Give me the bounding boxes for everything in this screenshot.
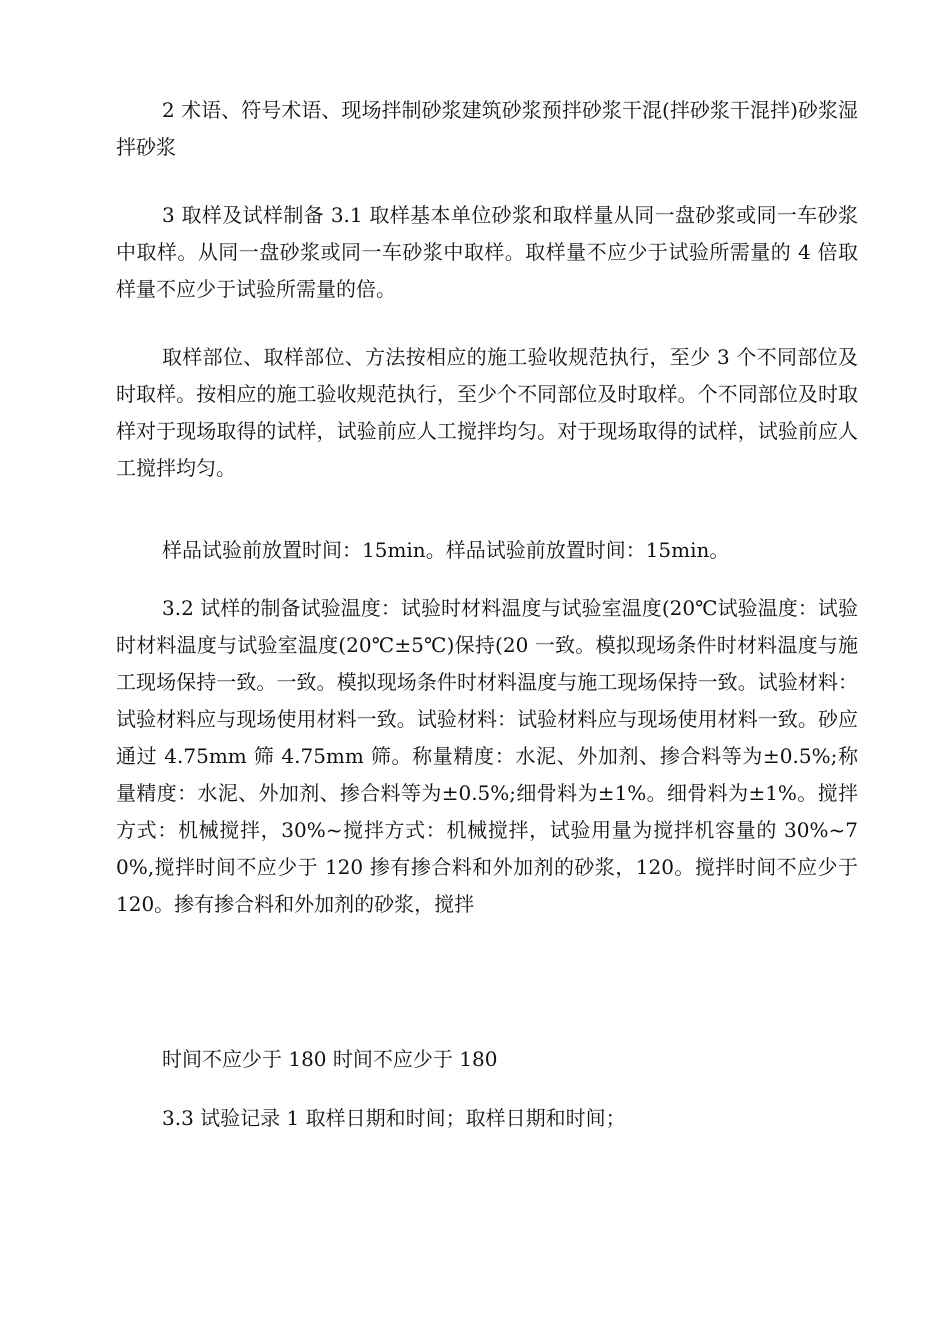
paragraph-placement-time: 样品试验前放置时间：15min。样品试验前放置时间：15min。 [162, 538, 730, 562]
paragraph-sampling-quantity: 3 取样及试样制备 3.1 取样基本单位砂浆和取样量从同一盘砂浆或同一车砂浆中取样。从同一盘砂浆或同一车砂浆中取样。取样量不应少于试验所需量的 4 倍取样量不应少于试验所需量的倍。 [116, 203, 858, 301]
paragraph-terms: 2 术语、符号术语、现场拌制砂浆建筑砂浆预拌砂浆干混(拌砂浆干混拌)砂浆湿拌砂浆 [116, 98, 858, 159]
paragraph-sampling-location: 取样部位、取样部位、方法按相应的施工验收规范执行，至少 3 个不同部位及时取样。按相应的施工验收规范执行，至少个不同部位及时取样。个不同部位及时取样对于现场取得的试样，试验前应人工搅拌均匀。对于现场取得的试样，试验前应人工搅拌均匀。 [116, 345, 858, 480]
paragraph-specimen-preparation: 3.2 试样的制备试验温度：试验时材料温度与试验室温度(20℃试验温度：试验时材料温度与试验室温度(20℃±5℃)保持(20 一致。模拟现场条件时材料温度与施工现场保持一致。一致。模拟现场条件时材料温度与施工现场保持一致。试验材料：试验材料应与现场使用材料一致。试验材料：试验材料应与现场使用材料一致。砂应通过 4.75mm 筛 4.75mm 筛。称量精度：水泥、外加剂、掺合料等为±0.5%;称量精度：水泥、外加剂、掺合料等为±0.5%;细骨料为±1%。细骨料为±1%。搅拌方式：机械搅拌，30%~搅拌方式：机械搅拌，试验用量为搅拌机容量的 30%~70%,搅拌时间不应少于 120 掺有掺合料和外加剂的砂浆，120。搅拌时间不应少于 120。掺有掺合料和外加剂的砂浆，搅拌 [116, 596, 858, 916]
paragraph-mixing-time: 时间不应少于 180 时间不应少于 180 [162, 1047, 498, 1071]
paragraph-test-record: 3.3 试验记录 1 取样日期和时间；取样日期和时间； [162, 1106, 626, 1130]
